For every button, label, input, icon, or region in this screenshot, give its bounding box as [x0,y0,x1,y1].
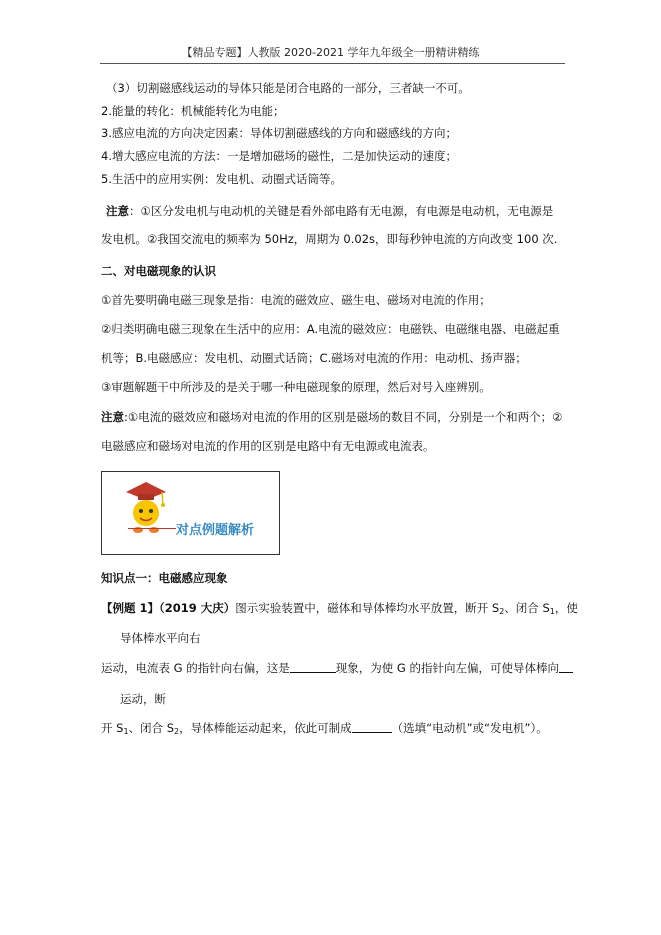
page-header: 【精品专题】人教版 2020-2021 学年九年级全一册精讲精练 [181,46,480,59]
banner-title: 对点例题解析 [176,523,255,538]
text-line-3: 3.感应电流的方向决定因素：导体切割磁感线的方向和磁感线的方向； [101,126,457,140]
example-1-line-5 [101,720,548,740]
subscript-2b: 2 [174,727,180,736]
answer-blank-1[interactable] [290,661,336,673]
example-1-line-4: 运动，断 [120,692,166,706]
example-1-text-a: 图示实验装置中，磁体和导体棒均水平放置，断开 S [235,601,500,615]
example-1-text-d: 运动，电流表 G 的指针向右偏，这是 [101,661,290,675]
note-1 [106,203,553,219]
point-3: ③审题解题干中所涉及的是关于哪一种电磁现象的原理，然后对号入座辨别。 [101,380,491,394]
note-1-label: 注意 [106,204,129,218]
example-1-text-h: ，导体棒能运动起来，依此可制成 [179,721,352,735]
text-line-4: 4.增大感应电流的方法：一是增加磁场的磁性，二是加快运动的速度； [101,149,457,163]
example-1-text-g: 、闭合 S [128,721,175,735]
note-2-text: :①电流的磁效应和磁场对电流的作用的区别是磁场的数目不同，分别是一个和两个；② [124,410,563,424]
text-line-2: 2.能量的转化：机械能转化为电能； [101,104,285,118]
answer-blank-3[interactable] [352,721,392,733]
subscript-1: 1 [549,607,555,616]
example-1-text-b: 、闭合 S [504,601,550,615]
header-rule [100,63,565,64]
example-1-label: 【例题 1】（2019 大庆） [101,601,236,615]
example-1-line-2: 导体棒水平向右 [120,631,201,645]
note-1-cont: 发电机。②我国交流电的频率为 50Hz，周期为 0.02s，即每秒钟电流的方向改变 100 次. [101,232,558,246]
text-line-5: 5.生活中的应用实例：发电机、动圈式话筒等。 [101,172,342,186]
graduate-mascot-icon [122,480,168,538]
section-heading-2: 二、对电磁现象的认识 [101,264,216,278]
point-2-cont: 机等；B.电磁感应：发电机、动圈式话筒；C.磁场对电流的作用：电动机、扬声器； [101,351,527,365]
example-1-text-i: （选填“电动机”或“发电机”）。 [391,721,548,735]
note-2-label: 注意 [101,410,124,424]
note-2 [101,409,563,425]
point-1: ①首先要明确电磁三现象是指：电流的磁效应、磁生电、磁场对电流的作用； [101,293,491,307]
point-2: ②归类明确电磁三现象在生活中的应用：A.电流的磁效应：电磁铁、电磁继电器、电磁起重 [101,322,560,336]
example-banner [101,471,280,555]
note-2-cont: 电磁感应和磁场对电流的作用的区别是电路中有无电源或电流表。 [101,439,435,453]
example-1-line-3 [101,660,573,676]
subscript-2: 2 [499,607,505,616]
answer-blank-2[interactable] [559,661,573,673]
banner-underline [128,528,176,529]
example-1-text-e: 现象，为使 G 的指针向左偏，可使导体棒向 [335,661,559,675]
example-1-text-c: ，使 [554,601,578,615]
example-1-line-1 [101,600,578,620]
subscript-1b: 1 [123,727,129,736]
text-line-1: （3）切割磁感线运动的导体只能是闭合电路的一部分，三者缺一不可。 [106,81,470,95]
example-1-text-f: 开 S [101,721,124,735]
note-1-text: ：①区分发电机与电动机的关键是看外部电路有无电源，有电源是电动机，无电源是 [129,204,554,218]
knowledge-point-heading: 知识点一：电磁感应现象 [101,571,228,585]
